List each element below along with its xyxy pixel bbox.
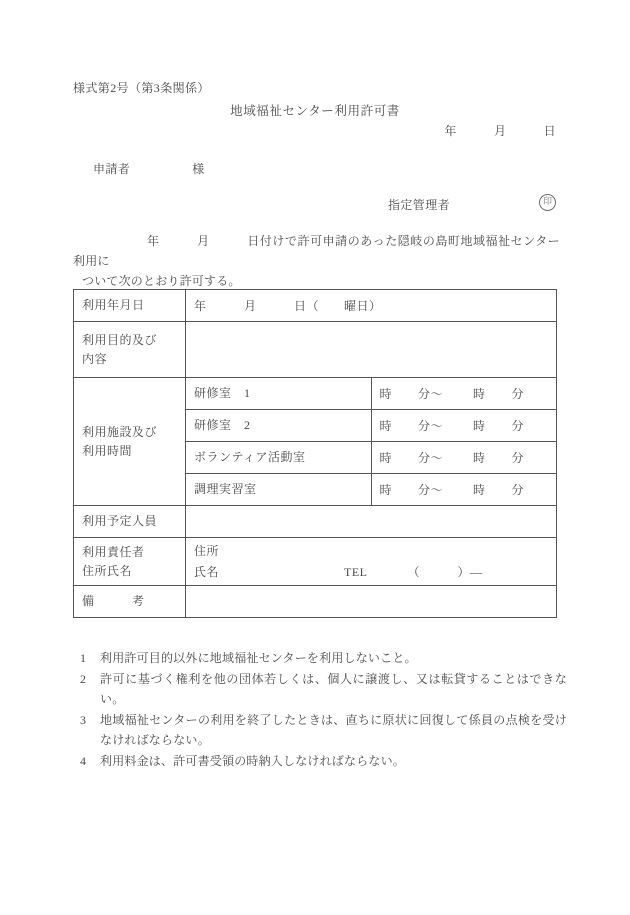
facility-name: ボランティア活動室 (186, 442, 372, 474)
time-hour-to: 時 (473, 483, 486, 497)
label-purpose (74, 322, 186, 378)
facility-name: 研修室 1 (186, 378, 372, 410)
label-purpose-line2: 内容 (82, 351, 108, 366)
facility-time-range[interactable] (371, 378, 557, 410)
time-minute-to: 分 (511, 419, 525, 433)
label-responsible-line1: 利用責任者 (82, 544, 145, 559)
note-text: 地域福祉センターの利用を終了したときは、直ちに原状に回復して係員の点検を受けなければならない。 (100, 712, 567, 747)
time-hour-from: 時 (379, 419, 393, 433)
label-remarks: 備 考 (74, 586, 186, 618)
address-label: 住所 (194, 543, 220, 558)
label-responsible (74, 538, 186, 586)
note-text: 許可に基づく権利を他の団体若しくは、個人に譲渡し、又は転貸することはできない。 (100, 671, 567, 706)
notes-list (73, 648, 567, 771)
label-responsible-line2: 住所氏名 (82, 563, 133, 578)
issue-date-line: 年 月 日 (444, 124, 556, 138)
tel-pattern: （ ）― (407, 564, 483, 579)
time-minute-to: 分 (511, 483, 525, 497)
table-row-use-date (74, 290, 557, 322)
time-hour-from: 時 (379, 483, 393, 497)
note-text: 利用料金は、許可書受領の時納入しなければならない。 (100, 753, 406, 768)
note-number: 3 (80, 712, 87, 727)
label-use-date: 利用年月日 (74, 290, 186, 322)
table-row-headcount (74, 506, 557, 538)
time-hour-to: 時 (473, 419, 486, 433)
facility-time-range[interactable] (371, 410, 557, 442)
time-hour-from: 時 (379, 451, 393, 465)
note-number: 4 (80, 753, 87, 768)
note-number: 1 (80, 651, 87, 665)
time-minute-to: 分 (511, 451, 525, 465)
label-facilities (74, 378, 186, 506)
label-headcount: 利用予定人員 (74, 506, 186, 538)
document-title: 地域福祉センター利用許可書 (230, 104, 400, 118)
facility-time-range[interactable] (371, 474, 557, 506)
value-purpose[interactable] (186, 322, 557, 378)
time-hour-from: 時 (379, 387, 393, 401)
table-row-purpose (74, 322, 557, 378)
value-use-date[interactable]: 年 月 日（ 曜日） (186, 290, 557, 322)
tel-label: TEL (344, 564, 368, 579)
name-label: 氏名 (194, 564, 220, 579)
time-minute-from: 分～ (418, 483, 444, 497)
facility-name: 研修室 2 (186, 410, 372, 442)
list-item (73, 710, 567, 751)
note-number: 2 (80, 671, 87, 686)
label-facilities-line2: 利用時間 (82, 443, 133, 458)
facility-time-range[interactable] (371, 442, 557, 474)
note-text: 利用許可目的以外に地域福祉センターを利用しないこと。 (100, 651, 417, 665)
designated-manager-label: 指定管理者 (388, 198, 451, 212)
time-hour-to: 時 (473, 387, 486, 401)
label-facilities-line1: 利用施設及び (82, 424, 158, 439)
table-row-facility-1 (74, 378, 557, 410)
list-item (73, 669, 567, 710)
seal-icon: 印 (539, 194, 556, 211)
permit-table (73, 289, 557, 618)
table-row-responsible (74, 538, 557, 586)
label-purpose-line1: 利用目的及び (82, 332, 158, 347)
value-remarks[interactable] (186, 586, 557, 618)
lead-paragraph-line1: 年 月 日付けで許可申請のあった隠岐の島町地域福祉センター利用に (73, 234, 560, 268)
lead-paragraph (73, 231, 560, 291)
time-minute-to: 分 (511, 387, 525, 401)
time-minute-from: 分～ (418, 387, 444, 401)
list-item (73, 751, 567, 772)
table-row-remarks (74, 586, 557, 618)
time-minute-from: 分～ (418, 451, 444, 465)
time-minute-from: 分～ (418, 419, 444, 433)
applicant-line: 申請者 様 (93, 162, 205, 176)
facility-name: 調理実習室 (186, 474, 372, 506)
value-headcount[interactable] (186, 506, 557, 538)
lead-paragraph-line2: ついて次のとおり許可する。 (82, 274, 241, 288)
value-responsible[interactable] (186, 538, 557, 586)
list-item (73, 648, 567, 669)
form-number: 様式第2号（第3条関係） (73, 81, 210, 95)
time-hour-to: 時 (473, 451, 486, 465)
